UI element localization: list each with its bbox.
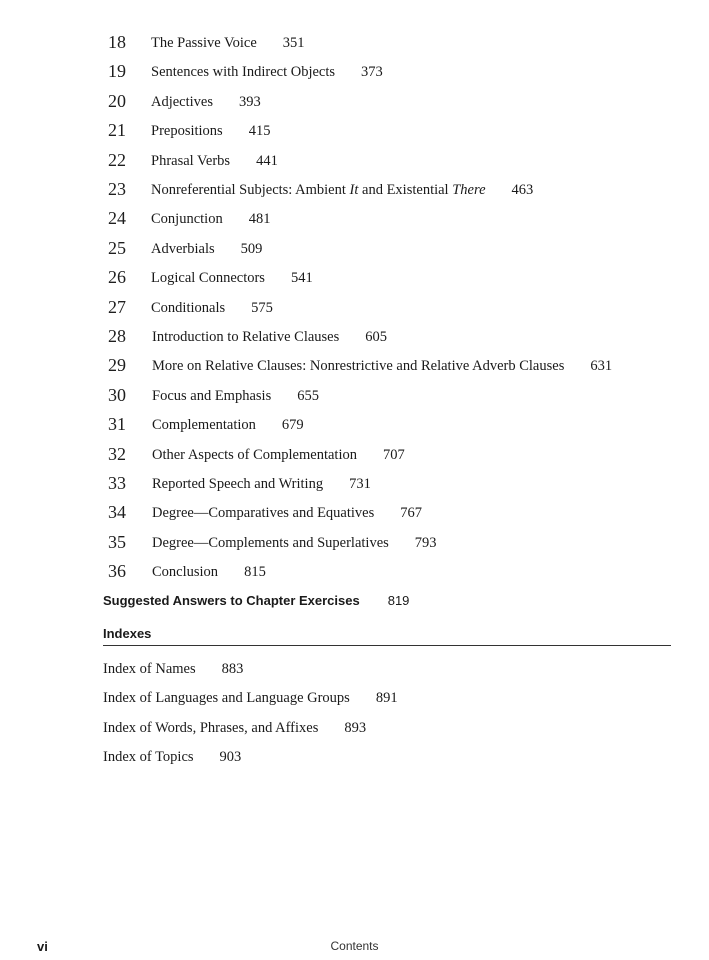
chapter-title-line bbox=[152, 415, 304, 435]
chapter-page-number: 605 bbox=[365, 329, 388, 345]
chapter-number: 33 bbox=[108, 473, 126, 493]
chapter-page-number: 415 bbox=[248, 123, 271, 139]
chapter-number: 27 bbox=[108, 297, 126, 317]
chapter-number: 34 bbox=[108, 502, 126, 522]
index-entry bbox=[103, 688, 398, 708]
chapter-title: Conditionals bbox=[151, 300, 226, 316]
index-title: Index of Words, Phrases, and Affixes bbox=[103, 720, 319, 736]
chapter-title: More on Relative Clauses: Nonrestrictive and Relative Adverb Clauses bbox=[152, 358, 565, 374]
suggested-answers-page: 819 bbox=[387, 593, 410, 608]
chapter-page-number: 541 bbox=[290, 270, 313, 286]
chapter-number: 35 bbox=[108, 532, 126, 552]
chapter-title-line bbox=[151, 33, 305, 53]
chapter-title-part: and Existential bbox=[358, 182, 453, 198]
chapter-number: 29 bbox=[108, 355, 126, 375]
chapter-page-number: 463 bbox=[511, 182, 534, 198]
chapter-number: 32 bbox=[108, 444, 126, 464]
chapter-title: Logical Connectors bbox=[151, 270, 265, 286]
chapter-title-line bbox=[151, 209, 270, 229]
chapter-title-line bbox=[151, 180, 533, 200]
chapter-page-number: 679 bbox=[281, 417, 304, 433]
chapter-title-line bbox=[151, 239, 262, 259]
chapter-page-number: 509 bbox=[240, 241, 263, 257]
chapter-title bbox=[151, 182, 486, 198]
chapter-title-line bbox=[152, 474, 371, 494]
chapter-title: Reported Speech and Writing bbox=[152, 476, 324, 492]
chapter-page-number: 767 bbox=[400, 505, 423, 521]
chapter-title: Adverbials bbox=[151, 241, 215, 257]
index-title: Index of Topics bbox=[103, 749, 194, 765]
chapter-number: 22 bbox=[108, 150, 126, 170]
index-page-number: 891 bbox=[375, 690, 398, 706]
chapter-title-line bbox=[152, 562, 266, 582]
chapter-title-line bbox=[151, 298, 273, 318]
chapter-page-number: 441 bbox=[256, 153, 278, 169]
chapter-title-italic-part: It bbox=[349, 182, 359, 198]
chapter-page-number: 731 bbox=[349, 476, 371, 492]
chapter-number: 31 bbox=[108, 414, 126, 434]
chapter-title: Degree—Complements and Superlatives bbox=[152, 535, 389, 551]
index-title: Index of Languages and Language Groups bbox=[103, 690, 350, 706]
chapter-title: Introduction to Relative Clauses bbox=[152, 329, 340, 345]
chapter-page-number: 707 bbox=[382, 447, 405, 463]
index-page-number: 893 bbox=[344, 720, 367, 736]
chapter-title: Focus and Emphasis bbox=[152, 388, 272, 404]
index-entry bbox=[103, 659, 243, 679]
suggested-answers-entry bbox=[103, 592, 409, 610]
chapter-page-number: 373 bbox=[361, 64, 383, 80]
chapter-title-line bbox=[151, 62, 383, 82]
chapter-title: Phrasal Verbs bbox=[151, 153, 231, 169]
chapter-title-line bbox=[151, 151, 278, 171]
index-title: Index of Names bbox=[103, 661, 196, 677]
chapter-page-number: 793 bbox=[414, 535, 437, 551]
chapter-title-line bbox=[152, 386, 319, 406]
chapter-title: Conjunction bbox=[151, 211, 223, 227]
chapter-number: 18 bbox=[108, 32, 126, 52]
chapter-page-number: 481 bbox=[248, 211, 271, 227]
chapter-title-italic-part: There bbox=[452, 182, 486, 198]
indexes-heading: Indexes bbox=[103, 626, 152, 641]
chapter-page-number: 631 bbox=[590, 358, 613, 374]
chapter-number: 24 bbox=[108, 208, 126, 228]
chapter-title-line bbox=[151, 92, 261, 112]
index-page-number: 903 bbox=[219, 749, 242, 765]
chapter-page-number: 351 bbox=[282, 35, 305, 51]
chapter-number: 30 bbox=[108, 385, 126, 405]
footer-running-title: Contents bbox=[330, 939, 379, 953]
chapter-number: 26 bbox=[108, 267, 126, 287]
chapter-page-number: 655 bbox=[297, 388, 319, 404]
chapter-title-line bbox=[152, 533, 437, 553]
chapter-page-number: 815 bbox=[244, 564, 266, 580]
chapter-title-line bbox=[151, 121, 270, 141]
chapter-page-number: 393 bbox=[239, 94, 261, 110]
chapter-title: Degree—Comparatives and Equatives bbox=[152, 505, 375, 521]
chapter-number: 25 bbox=[108, 238, 126, 258]
chapter-number: 21 bbox=[108, 120, 126, 140]
chapter-title: Complementation bbox=[152, 417, 256, 433]
chapter-title-part: Nonreferential Subjects: Ambient bbox=[151, 182, 350, 198]
index-entry bbox=[103, 747, 241, 767]
chapter-title: Conclusion bbox=[152, 564, 219, 580]
suggested-answers-title: Suggested Answers to Chapter Exercises bbox=[103, 593, 360, 608]
chapter-number: 20 bbox=[108, 91, 126, 111]
chapter-title-line bbox=[152, 356, 612, 376]
indexes-divider bbox=[103, 645, 671, 646]
chapter-number: 19 bbox=[108, 61, 126, 81]
chapter-title: Other Aspects of Complementation bbox=[152, 447, 357, 463]
index-page-number: 883 bbox=[221, 661, 244, 677]
chapter-number: 36 bbox=[108, 561, 126, 581]
chapter-page-number: 575 bbox=[251, 300, 273, 316]
index-entry bbox=[103, 718, 366, 738]
chapter-title-line bbox=[152, 445, 405, 465]
chapter-number: 28 bbox=[108, 326, 126, 346]
chapter-title: Prepositions bbox=[151, 123, 223, 139]
chapter-title: The Passive Voice bbox=[151, 35, 257, 51]
chapter-title-line bbox=[152, 503, 422, 523]
footer-page-number: vi bbox=[37, 939, 48, 954]
chapter-title: Adjectives bbox=[151, 94, 214, 110]
chapter-title-line bbox=[152, 327, 387, 347]
chapter-title-line bbox=[151, 268, 313, 288]
chapter-number: 23 bbox=[108, 179, 126, 199]
chapter-title: Sentences with Indirect Objects bbox=[151, 64, 336, 80]
